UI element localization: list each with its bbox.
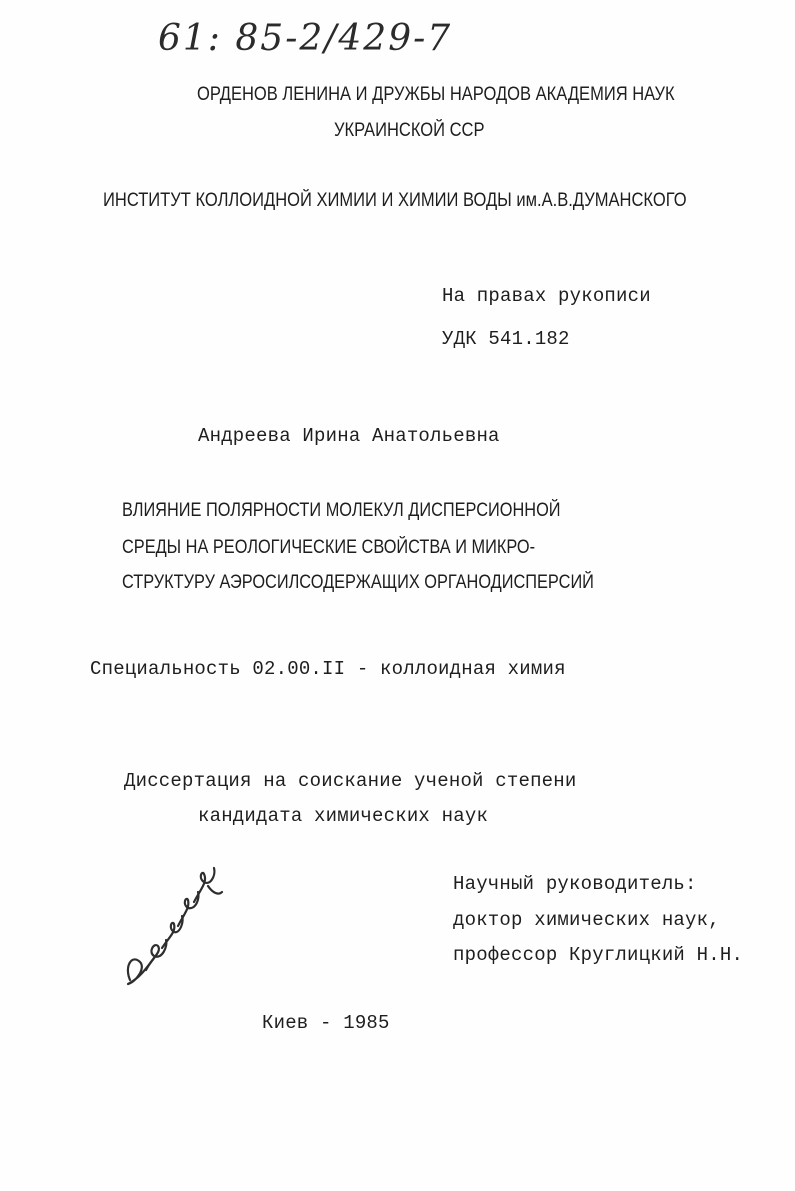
title-line-3: СТРУКТУРУ АЭРОСИЛСОДЕРЖАЩИХ ОРГАНОДИСПЕРСИЙ	[122, 572, 594, 593]
title-line-2: СРЕДЫ НА РЕОЛОГИЧЕСКИЕ СВОЙСТВА И МИКРО-	[122, 537, 536, 558]
udk-code: УДК 541.182	[442, 328, 570, 350]
dissertation-line-1: Диссертация на соискание ученой степени	[124, 770, 577, 792]
specialty: Специальность 02.00.II - коллоидная химия	[90, 658, 566, 680]
supervisor-line-1: Научный руководитель:	[453, 873, 697, 895]
header-line-2: УКРАИНСКОЙ ССР	[334, 120, 485, 141]
rights-notice: На правах рукописи	[442, 285, 651, 307]
supervisor-line-2: доктор химических наук,	[453, 909, 720, 931]
author-signature	[118, 862, 228, 992]
archive-number: 61: 85-2/429-7	[158, 18, 453, 59]
place-year: Киев - 1985	[262, 1012, 390, 1034]
author-name: Андреева Ирина Анатольевна	[198, 425, 500, 447]
institute-name: ИНСТИТУТ КОЛЛОИДНОЙ ХИМИИ И ХИМИИ ВОДЫ им.А.В.ДУМАНСКОГО	[103, 190, 687, 211]
supervisor-line-3: профессор Круглицкий Н.Н.	[453, 944, 744, 966]
title-line-1: ВЛИЯНИЕ ПОЛЯРНОСТИ МОЛЕКУЛ ДИСПЕРСИОННОЙ	[122, 500, 561, 521]
dissertation-line-2: кандидата химических наук	[198, 805, 489, 827]
header-line-1: ОРДЕНОВ ЛЕНИНА И ДРУЖБЫ НАРОДОВ АКАДЕМИЯ НАУК	[197, 84, 675, 105]
